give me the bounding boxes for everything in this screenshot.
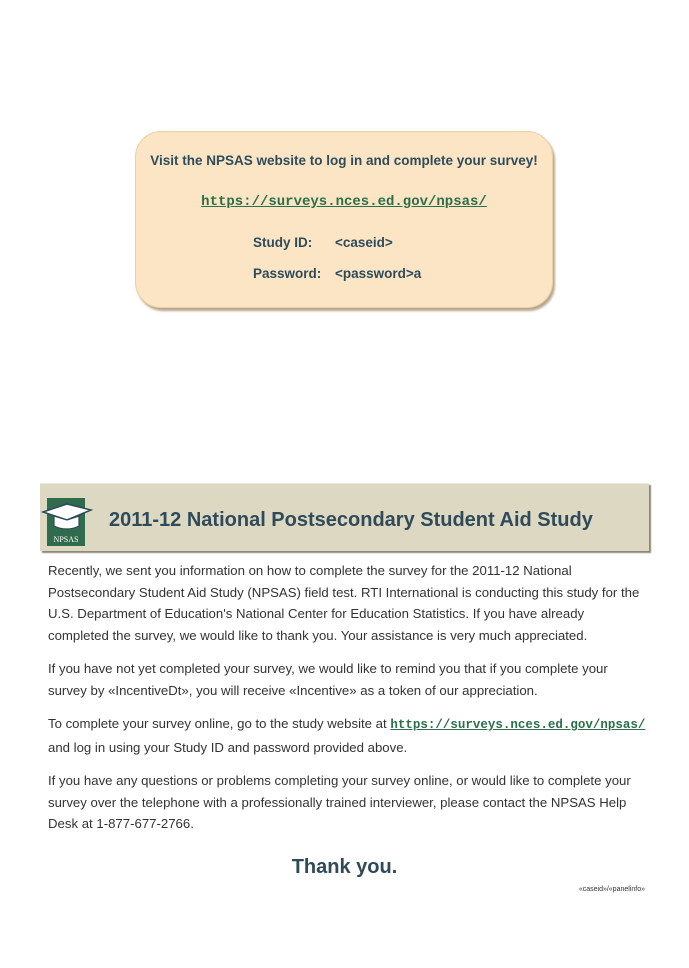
study-id-label: Study ID: bbox=[253, 235, 313, 250]
letter-content bbox=[48, 560, 648, 894]
paragraph-reminder: If you have not yet completed your survey, we would like to remind you that if you complete your survey by «IncentiveDt», you will receive «Incentive» as a token of our appreciation. bbox=[48, 661, 608, 698]
password-label: Password: bbox=[253, 266, 322, 281]
online-text-after: and log in using your Study ID and password provided above. bbox=[48, 739, 408, 755]
password-value: <password>a bbox=[335, 266, 422, 281]
paragraph-intro: Recently, we sent you information on how to complete the survey for the 2011-12 National Postsecondary Student Aid Study (NPSAS) field test. RTI International is conducting this study for the U.S. Department of Education's National Center for Education Statistics. If you have already completed the survey, we would like to thank you. Your assistance is very much appreciated. bbox=[48, 563, 640, 643]
letter-body bbox=[48, 560, 648, 835]
password-row bbox=[253, 265, 542, 282]
paragraph-help: If you have any questions or problems completing your survey online, or would like to complete your survey over the telephone with a professionally trained interviewer, please contact the NPSAS Help Desk at 1-877-677-2766. bbox=[48, 773, 631, 831]
login-info-box bbox=[135, 131, 553, 308]
study-id-row bbox=[253, 234, 542, 251]
graduation-cap-icon bbox=[41, 500, 93, 534]
study-id-value: <caseid> bbox=[335, 235, 393, 250]
study-banner bbox=[40, 483, 649, 551]
survey-url-link[interactable]: https://surveys.nces.ed.gov/npsas/ bbox=[201, 194, 487, 210]
npsas-logo bbox=[47, 498, 85, 546]
footer-code: «caseid»/«panelinfo» bbox=[578, 885, 645, 893]
body-survey-url-link[interactable]: https://surveys.nces.ed.gov/npsas/ bbox=[390, 718, 646, 732]
thank-you: Thank you. bbox=[291, 855, 398, 878]
online-text-before: To complete your survey online, go to the study website at bbox=[48, 716, 391, 731]
login-heading: Visit the NPSAS website to log in and complete your survey! bbox=[150, 153, 538, 168]
banner-title: 2011-12 National Postsecondary Student Aid Study bbox=[109, 509, 593, 531]
paragraph-online bbox=[48, 713, 648, 758]
logo-text: NPSAS bbox=[53, 535, 79, 544]
